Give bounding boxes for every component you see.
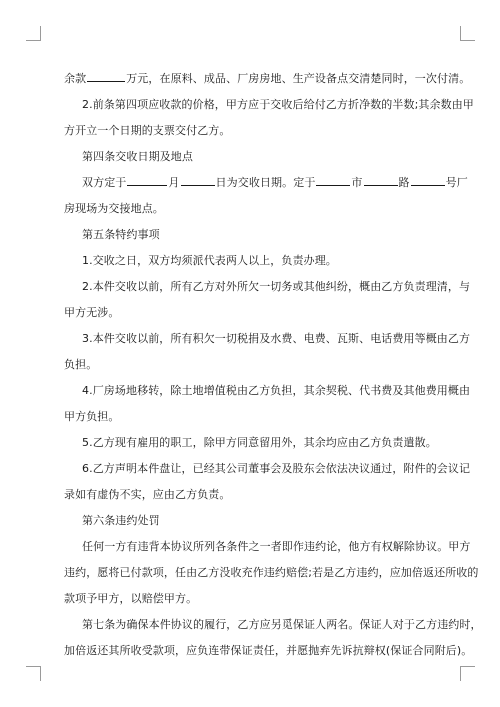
text-segment: 5.乙方现有雇用的职工，除甲方同意留用外，其余均应由乙方负责遣散。 (82, 436, 437, 449)
special-item-2-line-1 (64, 274, 471, 300)
text-segment: 4.厂房场地移转，除土地增值税由乙方负担，其余契税、代书费及其他费用概由 (82, 384, 471, 397)
text-segment: 甲方负担。 (64, 410, 120, 423)
blank-month (127, 171, 167, 186)
payment-balance-line (64, 66, 471, 92)
article-5-heading (64, 222, 438, 248)
heading-text: 第六条违约处罚 (82, 514, 160, 527)
guarantee-line-2 (64, 638, 473, 664)
article-4-heading (64, 144, 438, 170)
article-6-heading (64, 508, 438, 534)
text-segment: 万元，在原料、成品、厂房房地、生产设备点交清楚同时，一次付清。 (126, 72, 471, 85)
crop-mark-top-right (460, 26, 475, 41)
crop-mark-bottom-right (460, 666, 475, 681)
text-segment: 2.本件交收以前，所有乙方对外所欠一切务或其他纠纷，概由乙方负责理清，与 (82, 280, 471, 293)
text-segment: 房现场为交接地点。 (64, 202, 164, 215)
blank-road (364, 171, 398, 186)
text-segment: 第七条为确保本件协议的履行，乙方应另觅保证人两名。保证人对于乙方违约时， (82, 618, 482, 631)
heading-text: 第五条特约事项 (82, 228, 160, 241)
text-segment: 月 (168, 176, 180, 189)
blank-number (411, 171, 445, 186)
crop-mark-bottom-left (26, 666, 41, 681)
text-segment: 双方定于 (82, 176, 127, 189)
special-item-4-line-2 (64, 404, 438, 430)
text-segment: 6.乙方声明本件盘让，已经其公司董事会及股东会依法决议通过，附件的会议记 (82, 462, 471, 475)
special-item-4-line-1 (64, 378, 471, 404)
handover-place-line (64, 196, 438, 222)
heading-text: 第四条交收日期及地点 (82, 150, 193, 163)
text-segment: 余款 (64, 72, 87, 85)
blank-amount (87, 67, 125, 82)
special-item-6-line-2 (64, 482, 438, 508)
text-segment: 日为交收日期。定于 (215, 176, 316, 189)
handover-date-line (64, 170, 468, 196)
text-segment: 录如有虚伪不实，应由乙方负责。 (64, 488, 231, 501)
text-segment: 路 (398, 176, 410, 189)
document-body (64, 66, 482, 664)
special-item-5 (64, 430, 438, 456)
blank-city (316, 171, 350, 186)
text-segment: 市 (351, 176, 363, 189)
special-item-2-line-2 (64, 300, 438, 326)
text-segment: 3.本件交收以前，所有积欠一切税捐及水费、电费、瓦斯、电话费用等概由乙方 (82, 332, 471, 345)
special-item-1 (64, 248, 438, 274)
text-segment: 号厂 (445, 176, 468, 189)
text-segment: 加倍返还其所收受款项，应负连带保证责任，并愿抛弃先诉抗辩权(保证合同附后)。 (64, 644, 473, 657)
clause-2-line-2 (64, 118, 438, 144)
special-item-6-line-1 (64, 456, 471, 482)
special-item-3-line-1 (64, 326, 471, 352)
text-segment: 负担。 (64, 358, 98, 371)
special-item-3-line-2 (64, 352, 438, 378)
text-segment: 1.交收之日，双方均须派代表两人以上，负责办理。 (82, 254, 337, 267)
text-segment: 2.前条第四项应收款的价格，甲方应于交收后给付乙方折净数的半数;其余数由甲 (82, 98, 474, 111)
clause-2-line-1 (64, 92, 474, 118)
text-segment: 款项予甲方，以赔偿甲方。 (64, 592, 198, 605)
breach-line-1 (64, 534, 471, 560)
text-segment: 违约，愿将已付款项，任由乙方没收充作违约赔偿;若是乙方违约，应加倍返还所收的 (64, 566, 479, 579)
breach-line-2 (64, 560, 479, 586)
breach-line-3 (64, 586, 438, 612)
text-segment: 任何一方有违背本协议所列各条件之一者即作违约论，他方有权解除协议。甲方 (82, 540, 471, 553)
guarantee-line-1 (64, 612, 482, 638)
blank-day (181, 171, 215, 186)
crop-mark-top-left (26, 26, 41, 41)
text-segment: 甲方无涉。 (64, 306, 120, 319)
text-segment: 方开立一个日期的支票交付乙方。 (64, 124, 231, 137)
